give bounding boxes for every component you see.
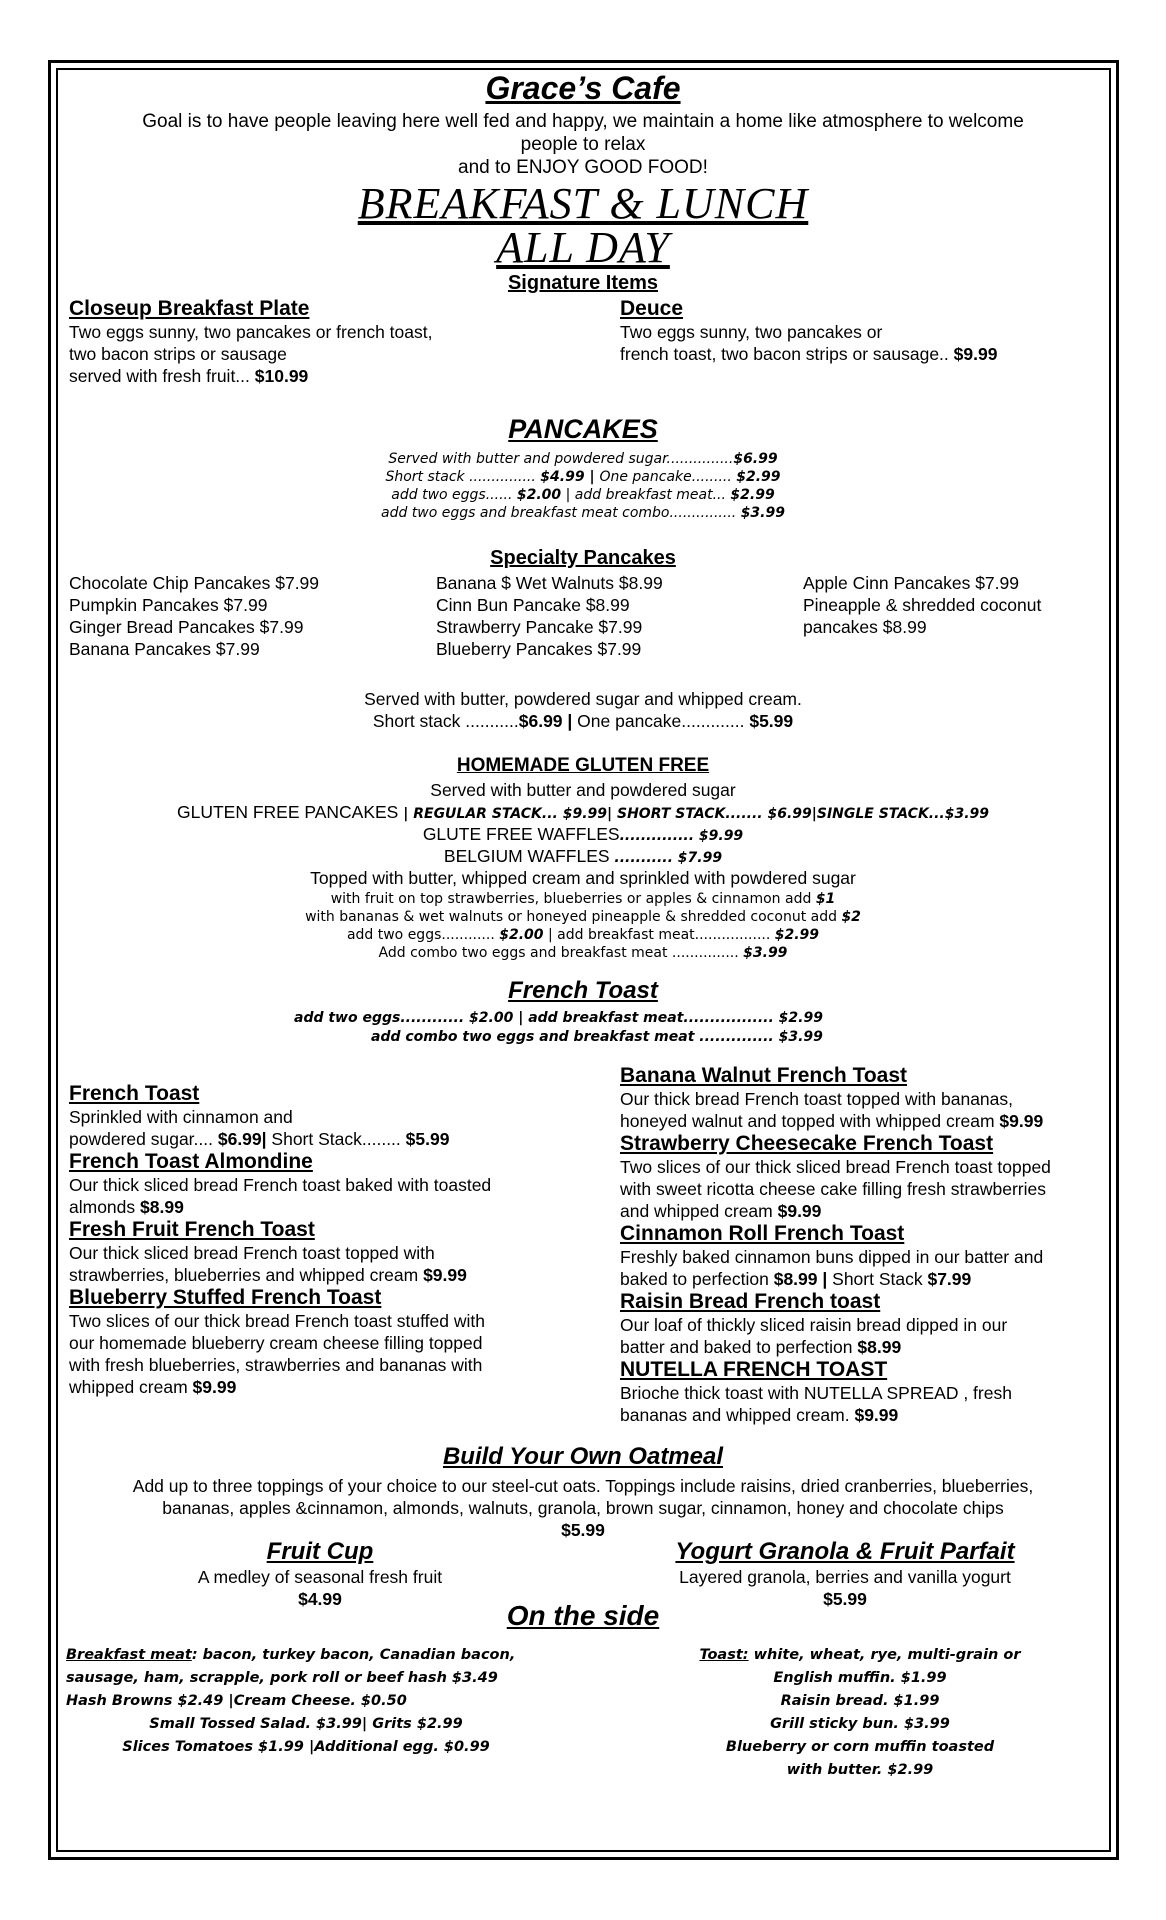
french-toast-item-name: Raisin Bread French toast xyxy=(620,1290,881,1313)
french-toast-item-name: NUTELLA FRENCH TOAST xyxy=(620,1358,888,1381)
french-toast-item-name: French Toast Almondine xyxy=(69,1150,313,1173)
sides-right-line-3: Raisin bread. $1.99 xyxy=(780,1693,940,1709)
french-toast-item-desc2-text: strawberries, blueberries and whipped cream xyxy=(69,1265,424,1285)
gluten-served: Served with butter and powdered sugar xyxy=(430,780,736,800)
oatmeal-line-2: bananas, apples &cinnamon, almonds, walnuts, granola, brown sugar, cinnamon, honey and chocolate chips xyxy=(162,1498,1004,1518)
french-toast-item-name: Cinnamon Roll French Toast xyxy=(620,1222,905,1245)
sides-right-line-4: Grill sticky bun. $3.99 xyxy=(770,1716,950,1732)
pancakes-line-2 xyxy=(0,468,1166,486)
french-toast-item-desc2-text: almonds xyxy=(69,1197,141,1217)
french-toast-item-desc2 xyxy=(69,1128,589,1150)
cafe-title: Grace’s Cafe xyxy=(485,70,681,106)
signature-right-line1: Two eggs sunny, two pancakes or xyxy=(620,322,883,342)
pancakes-line-4-price: $3.99 xyxy=(740,505,785,521)
sides-left-line-4: Small Tossed Salad. $3.99| Grits $2.99 xyxy=(149,1716,463,1732)
pancakes-line-3-price: $2.00 xyxy=(516,487,562,503)
sides-right-line-6: with butter. $2.99 xyxy=(786,1762,934,1778)
french-toast-item-desc3-text: and whipped cream xyxy=(620,1201,778,1221)
french-toast-item xyxy=(69,1286,589,1398)
french-toast-item-name: Blueberry Stuffed French Toast xyxy=(69,1286,382,1309)
specialty-served-line: Served with butter, powdered sugar and whipped cream. xyxy=(364,689,802,709)
french-toast-item-price: $6.99 xyxy=(217,1129,262,1149)
pancakes-line-1-price: $6.99 xyxy=(733,451,778,467)
french-toast-item-extra-price: $5.99 xyxy=(405,1129,450,1149)
banner-all-day: ALL DAY xyxy=(496,223,670,272)
french-toast-item xyxy=(69,1218,589,1286)
french-toast-item-desc2-text: batter and baked to perfection xyxy=(620,1337,858,1357)
sides-right xyxy=(640,1644,1080,1782)
gluten-pancakes xyxy=(0,801,1166,825)
french-toast-item-desc2 xyxy=(620,1404,1110,1426)
french-toast-item xyxy=(620,1064,1110,1132)
gluten-combo-line xyxy=(0,944,1166,962)
specialty-item: Strawberry Pancake $7.99 xyxy=(436,617,643,637)
pancakes-line-3-text: add two eggs...... xyxy=(391,487,517,503)
french-toast-item-desc2 xyxy=(69,1196,589,1218)
signature-right-name: Deuce xyxy=(620,297,684,320)
pancakes-line-2-sep: | xyxy=(584,469,600,485)
sides-heading: On the side xyxy=(506,1600,660,1631)
specialty-item: pancakes $8.99 xyxy=(803,617,927,637)
sides-right-line-2: English muffin. $1.99 xyxy=(773,1670,947,1686)
sides-left-line-5: Slices Tomatoes $1.99 |Additional egg. $0.99 xyxy=(122,1739,490,1755)
signature-left xyxy=(69,297,569,387)
french-toast-item-name: Fresh Fruit French Toast xyxy=(69,1218,315,1241)
french-toast-item-price: $9.99 xyxy=(777,1201,822,1221)
oatmeal-desc xyxy=(60,1475,1106,1541)
french-toast-item-desc: Our thick bread French toast topped with bananas, xyxy=(620,1089,1014,1109)
specialty-col-1 xyxy=(69,572,419,660)
signature-left-line1: Two eggs sunny, two pancakes or french toast, xyxy=(69,322,433,342)
gluten-fruit-line xyxy=(0,890,1166,908)
specialty-col-3 xyxy=(803,572,1103,638)
french-toast-item-desc2-text: bananas and whipped cream. xyxy=(620,1405,855,1425)
french-toast-item-desc4-text: whipped cream xyxy=(69,1377,193,1397)
signature-right xyxy=(620,297,1100,365)
french-toast-item-desc2 xyxy=(620,1110,1110,1132)
pancakes-heading: PANCAKES xyxy=(508,414,658,444)
fruit-cup-desc: A medley of seasonal fresh fruit xyxy=(197,1567,443,1587)
french-toast-item-name: French Toast xyxy=(69,1082,200,1105)
sides-left-line-1 xyxy=(66,1644,546,1667)
tagline xyxy=(70,110,1096,179)
oatmeal-price: $5.99 xyxy=(561,1520,605,1540)
pancakes-line-3-text2: | add breakfast meat... xyxy=(561,487,731,503)
french-toast-item-name: Banana Walnut French Toast xyxy=(620,1064,908,1087)
sides-left-line-2: sausage, ham, scrapple, pork roll or beef hash $3.49 xyxy=(66,1670,498,1686)
pancakes-line-3 xyxy=(0,486,1166,504)
french-toast-item-name: Strawberry Cheesecake French Toast xyxy=(620,1132,994,1155)
specialty-one-pancake-price: $5.99 xyxy=(749,711,794,731)
tagline-line-3: and to ENJOY GOOD FOOD! xyxy=(458,157,708,178)
gluten-meat-text: | add breakfast meat................. xyxy=(543,927,775,943)
french-toast-item-desc3 xyxy=(620,1200,1110,1222)
signature-left-price: $10.99 xyxy=(254,366,309,386)
gluten-meat-price: $2.99 xyxy=(774,927,820,943)
oatmeal-heading: Build Your Own Oatmeal xyxy=(442,1443,724,1470)
french-toast-item-desc3: with fresh blueberries, strawberries and bananas with xyxy=(69,1355,483,1375)
french-toast-item-desc4 xyxy=(69,1376,589,1398)
pancakes-line-2-price: $4.99 xyxy=(540,469,585,485)
gluten-combo-price: $3.99 xyxy=(743,945,788,961)
french-toast-item xyxy=(620,1290,1110,1358)
toast-label: Toast: xyxy=(699,1647,749,1663)
pancakes-line-2-text2: One pancake......... xyxy=(599,469,737,485)
fruit-cup-price: $4.99 xyxy=(298,1589,342,1609)
french-toast-item-sep: | xyxy=(261,1129,267,1149)
french-toast-item-extra-price: $7.99 xyxy=(927,1269,972,1289)
french-toast-item-desc2-text: baked to perfection xyxy=(620,1269,774,1289)
pancakes-line-1-text: Served with butter and powdered sugar............... xyxy=(388,451,734,467)
gluten-pancakes-label: GLUTEN FREE PANCAKES xyxy=(176,802,404,822)
gluten-waffles-price: .............. $9.99 xyxy=(619,828,744,844)
french-toast-item xyxy=(69,1082,589,1150)
french-toast-left-column xyxy=(69,1082,589,1398)
french-toast-item-price: $9.99 xyxy=(423,1265,467,1285)
tagline-line-2: people to relax xyxy=(520,134,646,155)
pancakes-line-4 xyxy=(0,504,1166,522)
pancakes-line-2-price2: $2.99 xyxy=(736,469,781,485)
gluten-banana-line xyxy=(0,908,1166,926)
gluten-eggs-line xyxy=(0,926,1166,944)
french-toast-item xyxy=(620,1222,1110,1290)
french-toast-right-column xyxy=(620,1064,1110,1426)
sides-right-line-5: Blueberry or corn muffin toasted xyxy=(725,1739,995,1755)
pancakes-line-4-text: add two eggs and breakfast meat combo............... xyxy=(381,505,741,521)
french-toast-item-price: $8.99 xyxy=(773,1269,818,1289)
gluten-options xyxy=(0,890,1166,962)
french-toast-heading: French Toast xyxy=(508,977,658,1004)
specialty-item: Pumpkin Pancakes $7.99 xyxy=(69,595,268,615)
french-toast-item-sep: | xyxy=(817,1269,833,1289)
specialty-short-stack-price: $6.99 xyxy=(518,711,563,731)
gluten-heading: HOMEMADE GLUTEN FREE xyxy=(456,755,710,776)
signature-right-price: $9.99 xyxy=(953,344,998,364)
sides-left xyxy=(66,1644,546,1759)
specialty-short-stack-sep: | xyxy=(562,711,578,731)
pancakes-line-2-text: Short stack ............... xyxy=(385,469,541,485)
french-toast-item-desc: Brioche thick toast with NUTELLA SPREAD , fresh xyxy=(620,1383,1012,1403)
gluten-pancakes-prices: | REGULAR STACK... $9.99| SHORT STACK....... $6.99|SINGLE STACK...$3.99 xyxy=(403,806,990,822)
french-toast-item-extra: Short Stack........ xyxy=(266,1129,406,1149)
french-toast-item-desc: Our thick sliced bread French toast baked with toasted xyxy=(69,1175,492,1195)
french-toast-item xyxy=(69,1150,589,1218)
gluten-eggs-text: add two eggs............ xyxy=(346,927,500,943)
specialty-served xyxy=(0,688,1166,732)
banner-breakfast-lunch: BREAKFAST & LUNCH xyxy=(357,179,809,228)
french-toast-item-desc2-text: powdered sugar.... xyxy=(69,1129,218,1149)
french-toast-item-price: $8.99 xyxy=(140,1197,184,1217)
specialty-item: Pineapple & shredded coconut xyxy=(803,595,1042,615)
parfait-desc: Layered granola, berries and vanilla yogurt xyxy=(679,1567,1011,1587)
gluten-fruit-price: $1 xyxy=(815,891,836,907)
french-toast-item-desc: Two slices of our thick sliced bread French toast topped xyxy=(620,1157,1051,1177)
french-toast-item-extra: Short Stack xyxy=(832,1269,928,1289)
gluten-banana-price: $2 xyxy=(841,909,861,925)
gluten-waffles-label: GLUTE FREE WAFFLES xyxy=(422,824,620,844)
sides-left-line-3: Hash Browns $2.49 |Cream Cheese. $0.50 xyxy=(66,1693,407,1709)
pancakes-line-3-price2: $2.99 xyxy=(730,487,775,503)
signature-right-line2-text: french toast, two bacon strips or sausage.. xyxy=(620,344,954,364)
oatmeal-line-1: Add up to three toppings of your choice to our steel-cut oats. Toppings include raisins, dried cranberries, blueberries, xyxy=(132,1476,1034,1496)
specialty-item: Banana Pancakes $7.99 xyxy=(69,639,260,659)
pancakes-details xyxy=(0,450,1166,522)
french-toast-item-desc: Sprinkled with cinnamon and xyxy=(69,1107,293,1127)
gluten-banana-text: with bananas & wet walnuts or honeyed pineapple & shredded coconut add xyxy=(305,909,842,925)
signature-left-line3-text: served with fresh fruit... xyxy=(69,366,255,386)
pancakes-line-1 xyxy=(0,450,1166,468)
tagline-line-1: Goal is to have people leaving here well fed and happy, we maintain a home like atmosphere to welcome xyxy=(142,111,1024,132)
french-toast-item-price: $9.99 xyxy=(192,1377,237,1397)
french-toast-item-price: $8.99 xyxy=(857,1337,902,1357)
signature-left-line2: two bacon strips or sausage xyxy=(69,344,287,364)
parfait-price: $5.99 xyxy=(823,1589,867,1609)
french-toast-item-desc: Two slices of our thick bread French toast stuffed with xyxy=(69,1311,485,1331)
french-toast-add-2: add combo two eggs and breakfast meat .............. $3.99 xyxy=(371,1029,823,1045)
specialty-item: Chocolate Chip Pancakes $7.99 xyxy=(69,573,320,593)
signature-left-line3 xyxy=(69,365,569,387)
specialty-one-pancake-text: One pancake............. xyxy=(577,711,750,731)
gluten-topped: Topped with butter, whipped cream and sprinkled with powdered sugar xyxy=(310,868,856,888)
french-toast-item-desc2: with sweet ricotta cheese cake filling fresh strawberries xyxy=(620,1179,1047,1199)
french-toast-item-price: $9.99 xyxy=(999,1111,1044,1131)
gluten-eggs-price: $2.00 xyxy=(499,927,544,943)
belgium-waffles-label: BELGIUM WAFFLES xyxy=(443,846,615,866)
specialty-item: Apple Cinn Pancakes $7.99 xyxy=(803,573,1019,593)
specialty-heading: Specialty Pancakes xyxy=(490,547,676,569)
signature-left-name: Closeup Breakfast Plate xyxy=(69,297,310,320)
french-toast-item-desc2 xyxy=(620,1336,1110,1358)
french-toast-item-desc: Our thick sliced bread French toast topped with xyxy=(69,1243,435,1263)
fruit-cup-heading: Fruit Cup xyxy=(266,1538,374,1565)
french-toast-item-price: $9.99 xyxy=(854,1405,899,1425)
specialty-item: Banana $ Wet Walnuts $8.99 xyxy=(436,573,663,593)
sides-right-line-1 xyxy=(640,1644,1080,1667)
belgium-waffles xyxy=(0,845,1166,869)
french-toast-item-desc2 xyxy=(69,1264,589,1286)
french-toast-add-1: add two eggs............ $2.00 | add breakfast meat................. $2.99 xyxy=(294,1010,823,1026)
specialty-item: Blueberry Pancakes $7.99 xyxy=(436,639,642,659)
breakfast-meat-label: Breakfast meat xyxy=(66,1647,192,1663)
french-toast-item-desc: Our loaf of thickly sliced raisin bread dipped in our xyxy=(620,1315,1008,1335)
signature-right-line2 xyxy=(620,343,1100,365)
sides-right-line-1-text: white, wheat, rye, multi-grain or xyxy=(748,1647,1021,1663)
specialty-short-stack-text: Short stack ........... xyxy=(372,711,519,731)
specialty-col-2 xyxy=(436,572,786,660)
gluten-waffles xyxy=(0,823,1166,847)
french-toast-item xyxy=(620,1132,1110,1222)
signature-heading: Signature Items xyxy=(507,272,659,294)
specialty-item: Ginger Bread Pancakes $7.99 xyxy=(69,617,304,637)
specialty-short-stack xyxy=(0,710,1166,732)
gluten-fruit-text: with fruit on top strawberries, blueberries or apples & cinnamon add xyxy=(330,891,816,907)
sides-left-line-1-text: : bacon, turkey bacon, Canadian bacon, xyxy=(191,1647,516,1663)
french-toast-item xyxy=(620,1358,1110,1426)
belgium-waffles-price: ........... $7.99 xyxy=(614,850,723,866)
parfait-heading: Yogurt Granola & Fruit Parfait xyxy=(675,1538,1015,1565)
specialty-item: Cinn Bun Pancake $8.99 xyxy=(436,595,630,615)
gluten-combo-text: Add combo two eggs and breakfast meat ............... xyxy=(378,945,744,961)
french-toast-item-desc2-text: honeyed walnut and topped with whipped cream xyxy=(620,1111,1000,1131)
french-toast-item-desc2 xyxy=(620,1268,1110,1290)
french-toast-item-desc: Freshly baked cinnamon buns dipped in our batter and xyxy=(620,1247,1044,1267)
french-toast-item-desc2: our homemade blueberry cream cheese filling topped xyxy=(69,1333,483,1353)
